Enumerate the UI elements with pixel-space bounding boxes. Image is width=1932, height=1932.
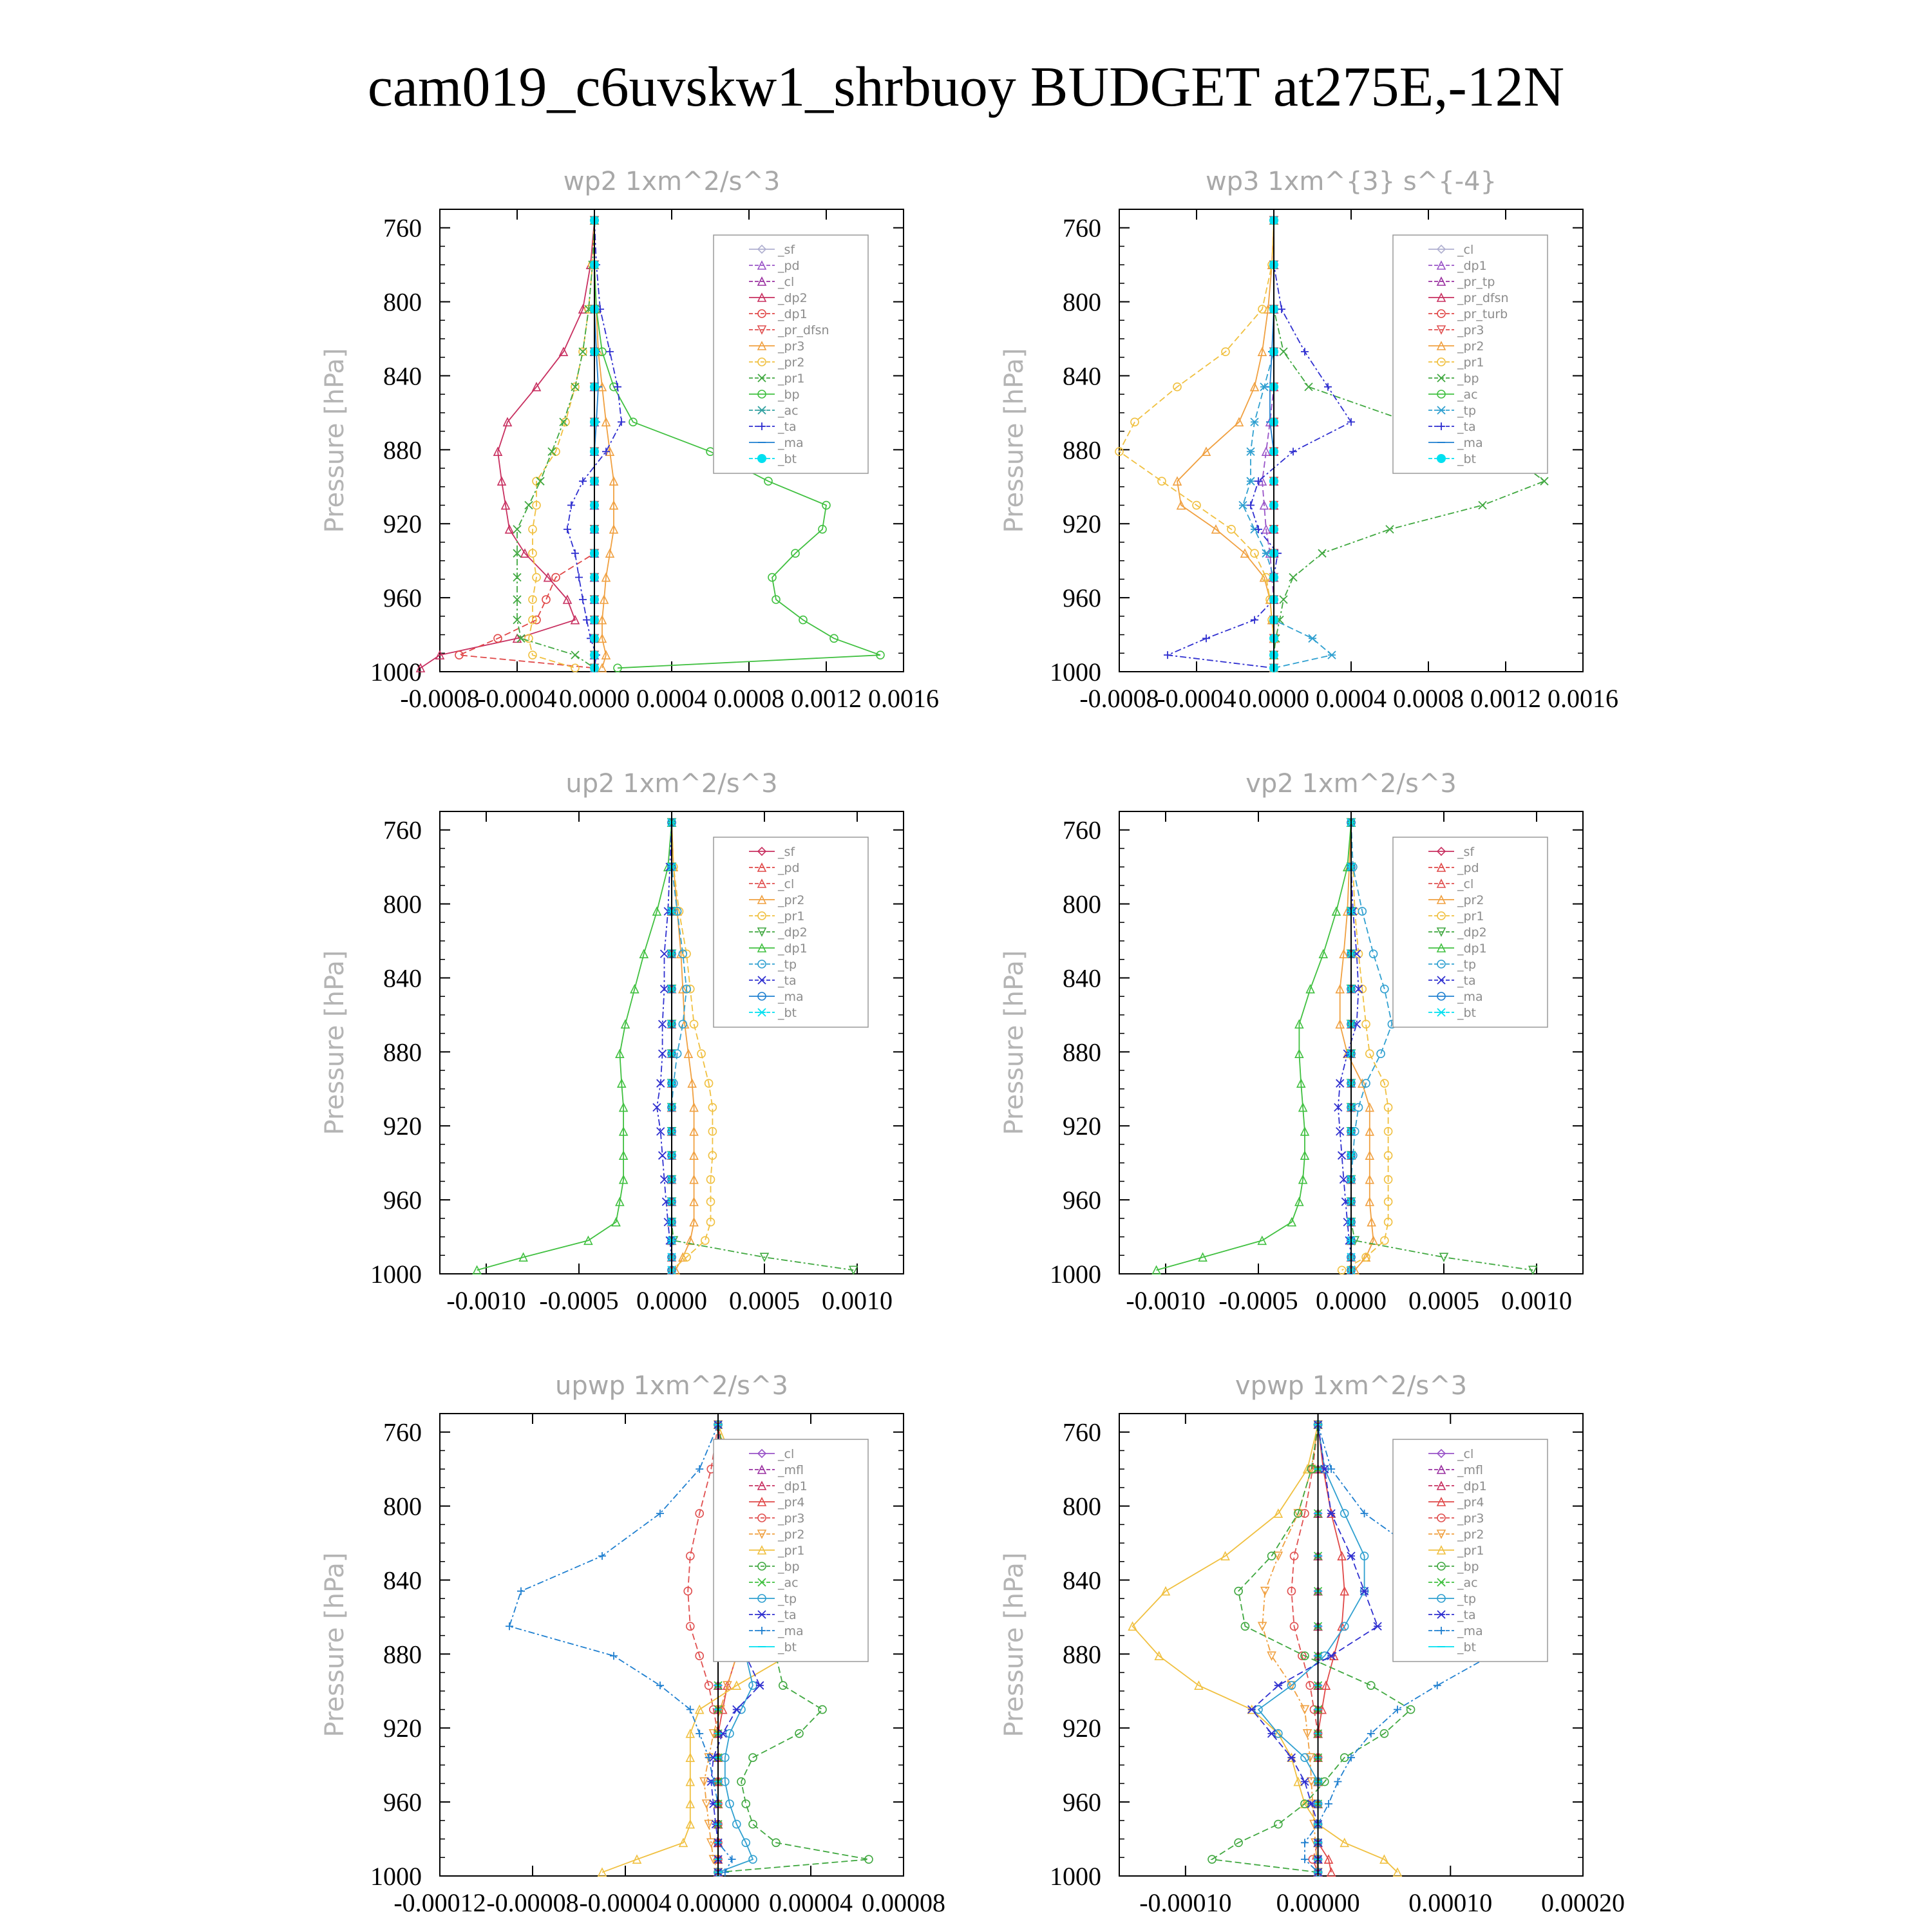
series-line [1177, 220, 1274, 668]
panel-title: vp2 1xm^2/s^3 [1245, 769, 1457, 799]
data-point [1280, 348, 1287, 355]
y-tick-label: 960 [383, 1186, 422, 1215]
x-tick-label: -0.00010 [1139, 1888, 1232, 1917]
legend-label: _ac [1457, 1576, 1478, 1590]
legend-label: _cl [1457, 243, 1474, 257]
legend-label: _pr_tp [1457, 275, 1495, 289]
y-tick-label: 760 [383, 815, 422, 845]
legend-label: _pr2 [778, 893, 805, 907]
y-tick-label: 880 [1063, 1037, 1101, 1067]
data-point [1274, 1681, 1282, 1689]
legend-label: _pr3 [778, 339, 805, 354]
data-point [1324, 383, 1332, 391]
y-tick-label: 800 [1063, 889, 1101, 919]
data-point [1278, 305, 1285, 313]
data-point [819, 1706, 826, 1714]
data-point [1301, 1855, 1309, 1863]
legend-label: _tp [1457, 1592, 1477, 1606]
y-tick-label: 920 [383, 1714, 422, 1743]
data-point [1268, 1652, 1276, 1660]
y-tick-label: 800 [383, 889, 422, 919]
legend-label: _dp1 [778, 942, 808, 956]
legend-label: _ac [778, 404, 799, 418]
legend-label: _bt [778, 1006, 797, 1020]
legend-label: _pr4 [1457, 1495, 1484, 1510]
x-tick-label: 0.0016 [1548, 684, 1618, 713]
data-point [567, 502, 575, 509]
data-point [1274, 1821, 1282, 1828]
legend-label: _ta [1457, 1608, 1476, 1622]
legend-label: _cl [778, 275, 795, 289]
y-tick-label: 880 [1063, 1640, 1101, 1669]
legend-label: _sf [778, 845, 795, 859]
y-tick-label: 1000 [370, 1260, 422, 1289]
y-tick-label: 800 [383, 1492, 422, 1521]
data-point [1327, 1465, 1335, 1473]
series-line [529, 220, 594, 668]
series-tp [1255, 1421, 1368, 1876]
legend-label: _sf [778, 243, 795, 257]
series-line [459, 220, 594, 668]
y-tick-label: 840 [383, 1566, 422, 1595]
data-point [1328, 651, 1336, 659]
legend-label: _pr2 [1457, 1528, 1484, 1542]
x-tick-label: -0.0005 [1218, 1286, 1298, 1315]
legend-label: _ac [778, 1576, 799, 1590]
x-tick-label: 0.0000 [1316, 1286, 1387, 1315]
legend-label: _ma [1457, 990, 1483, 1004]
data-point [1307, 1800, 1315, 1808]
series-tp [1239, 216, 1336, 672]
y-axis-label: Pressure [hPa] [320, 950, 350, 1135]
legend-label: _pr_turb [1457, 307, 1508, 321]
data-point [564, 526, 571, 533]
data-point [1255, 526, 1262, 533]
data-point [525, 502, 533, 509]
legend-label: _ta [1457, 974, 1476, 988]
y-tick-label: 960 [1063, 1788, 1101, 1817]
legend-label: _ac [1457, 388, 1478, 402]
y-tick-label: 760 [1063, 815, 1101, 845]
legend-label: _ta [778, 974, 797, 988]
data-point [1280, 596, 1287, 603]
legend-label: _dp2 [1457, 925, 1487, 940]
data-point [1268, 1730, 1276, 1738]
legend-label: _ma [778, 990, 804, 1004]
legend-label: _pr1 [778, 1544, 805, 1558]
series-ta [1248, 1421, 1381, 1876]
x-tick-label: 0.00000 [1276, 1888, 1360, 1917]
chart-panel-4 [999, 769, 1583, 1315]
data-point [1479, 502, 1486, 509]
y-tick-label: 920 [383, 1112, 422, 1141]
data-point [656, 1681, 664, 1689]
data-point [618, 418, 625, 426]
y-tick-label: 840 [1063, 963, 1101, 993]
data-point [1239, 502, 1247, 509]
panel-title: upwp 1xm^2/s^3 [555, 1371, 788, 1401]
legend-label: _cl [1457, 1447, 1474, 1461]
series-line [1157, 822, 1351, 1270]
data-point [1305, 383, 1312, 391]
data-point [1158, 477, 1166, 485]
panel-title: wp2 1xm^2/s^3 [563, 167, 781, 196]
legend-label: _pr_dfsn [778, 323, 829, 337]
legend-label: _pr2 [1457, 339, 1484, 354]
y-tick-label: 880 [383, 435, 422, 465]
legend-label: _cl [778, 877, 795, 891]
series-ta [1164, 216, 1355, 672]
legend-label: _bt [1457, 1640, 1477, 1654]
legend-label: _tp [1457, 958, 1477, 972]
data-point [1301, 1839, 1309, 1846]
series-dp1 [455, 216, 598, 672]
legend-label: _bt [778, 452, 797, 466]
legend-label: _bp [1457, 1560, 1479, 1574]
legend-label: _cl [1457, 877, 1474, 891]
x-tick-label: -0.0005 [539, 1286, 619, 1315]
data-point [1301, 1778, 1309, 1786]
y-tick-label: 960 [1063, 583, 1101, 613]
legend-label: _pr3 [1457, 1511, 1484, 1526]
data-point [1301, 348, 1309, 355]
series-line [1133, 1425, 1397, 1872]
y-tick-label: 840 [1063, 1566, 1101, 1595]
series-line [1351, 822, 1392, 1270]
x-tick-label: 0.00010 [1408, 1888, 1493, 1917]
legend-label: _pr1 [778, 909, 805, 923]
chart-panel-2 [999, 167, 1618, 713]
data-point [696, 1730, 703, 1738]
data-point [756, 1681, 764, 1689]
data-point [660, 950, 668, 958]
data-point [575, 574, 583, 582]
data-point [1202, 634, 1210, 642]
series-line [672, 822, 712, 1270]
x-tick-label: -0.00008 [486, 1888, 579, 1917]
y-tick-label: 840 [383, 361, 422, 391]
data-point [1262, 549, 1270, 557]
series-dp1 [1153, 819, 1355, 1274]
series-pr1 [513, 216, 598, 672]
x-tick-label: 0.0008 [714, 684, 784, 713]
x-tick-label: 0.0000 [636, 1286, 707, 1315]
legend-label: _tp [778, 1592, 797, 1606]
data-point [1289, 448, 1297, 455]
x-tick-label: 0.0010 [822, 1286, 893, 1315]
series-pr1 [1129, 1421, 1401, 1876]
data-point [721, 1868, 729, 1876]
legend-label: _pr3 [1457, 323, 1484, 337]
legend-label: _pd [778, 861, 800, 875]
data-point [701, 1236, 709, 1244]
chart-panel-6 [999, 1371, 1625, 1917]
legend-label: _pr3 [778, 1511, 805, 1526]
legend-label: _tp [778, 958, 797, 972]
x-tick-label: 0.0004 [1316, 684, 1387, 713]
x-tick-label: 0.0000 [1238, 684, 1309, 713]
legend-label: _bt [1457, 1006, 1477, 1020]
legend-label: _pd [1457, 861, 1479, 875]
y-axis-label: Pressure [hPa] [999, 1552, 1029, 1738]
x-tick-label: 0.00008 [862, 1888, 945, 1917]
series-line [1119, 220, 1274, 668]
series-dp1 [473, 819, 676, 1274]
x-tick-label: 0.00020 [1541, 1888, 1625, 1917]
x-tick-label: -0.0010 [446, 1286, 526, 1315]
x-tick-label: -0.00004 [579, 1888, 672, 1917]
y-tick-label: 800 [383, 287, 422, 317]
data-point [542, 596, 550, 603]
data-point [1251, 616, 1258, 624]
legend-label: _cl [778, 1447, 795, 1461]
series-line [477, 822, 672, 1270]
y-tick-label: 880 [383, 1640, 422, 1669]
legend-label: _dp1 [778, 307, 808, 321]
data-point [571, 651, 579, 659]
data-point [1347, 1552, 1355, 1560]
data-point [1325, 1800, 1332, 1808]
y-tick-label: 800 [1063, 1492, 1101, 1521]
legend-label: _dp1 [1457, 1479, 1487, 1493]
x-tick-label: -0.0004 [477, 684, 557, 713]
data-point [606, 348, 614, 355]
y-tick-label: 760 [1063, 1417, 1101, 1447]
legend-label: _sf [1457, 845, 1475, 859]
legend-label: _dp2 [778, 291, 808, 305]
legend-label: _bt [1457, 452, 1477, 466]
y-tick-label: 920 [1063, 509, 1101, 539]
data-point [749, 1821, 757, 1828]
legend-label: _tp [1457, 404, 1477, 418]
series-ma [506, 1421, 736, 1876]
legend-marker [1437, 454, 1446, 463]
legend-marker [757, 454, 766, 463]
data-point [583, 616, 591, 624]
panel-title: up2 1xm^2/s^3 [565, 769, 778, 799]
x-tick-label: -0.0008 [1079, 684, 1159, 713]
x-tick-label: 0.0010 [1501, 1286, 1572, 1315]
legend-label: _bt [778, 1640, 797, 1654]
x-tick-label: 0.0005 [1408, 1286, 1479, 1315]
data-point [579, 596, 587, 603]
legend-label: _dp1 [778, 1479, 808, 1493]
legend-label: _pr2 [778, 1528, 805, 1542]
y-tick-label: 880 [383, 1037, 422, 1067]
series-pr2 [1173, 216, 1278, 672]
x-tick-label: 0.0000 [559, 684, 630, 713]
data-point [1540, 477, 1548, 485]
data-point [1386, 526, 1394, 533]
chart-panel-1 [320, 167, 939, 713]
data-point [1355, 1104, 1363, 1112]
data-point [1434, 1681, 1441, 1689]
y-tick-label: 800 [1063, 287, 1101, 317]
x-tick-label: 0.0004 [636, 684, 707, 713]
legend-label: _bp [778, 1560, 800, 1574]
data-point [560, 418, 567, 426]
data-point [602, 448, 610, 455]
legend-label: _ma [1457, 1624, 1483, 1638]
y-tick-label: 760 [383, 1417, 422, 1447]
x-tick-label: -0.0010 [1126, 1286, 1206, 1315]
x-tick-label: -0.0004 [1157, 684, 1236, 713]
data-point [1287, 1754, 1295, 1761]
data-point [548, 448, 556, 455]
data-point [571, 549, 579, 557]
data-point [659, 1151, 667, 1159]
legend-label: _dp1 [1457, 942, 1487, 956]
data-point [506, 1622, 513, 1630]
y-axis-label: Pressure [hPa] [999, 348, 1029, 533]
legend-label: _pr4 [778, 1495, 805, 1510]
data-point [733, 1706, 741, 1714]
chart-panel-5 [320, 1371, 945, 1917]
y-tick-label: 840 [383, 963, 422, 993]
y-tick-label: 920 [1063, 1714, 1101, 1743]
x-tick-label: 0.00000 [676, 1888, 760, 1917]
panel-title: wp3 1xm^{3} s^{-4} [1205, 167, 1497, 196]
data-point [536, 477, 544, 485]
data-point [1370, 950, 1378, 958]
legend-label: _ma [1457, 436, 1483, 450]
data-point [1327, 1652, 1335, 1660]
y-axis-label: Pressure [hPa] [320, 1552, 350, 1738]
x-tick-label: 0.0012 [1470, 684, 1541, 713]
legend-label: _ta [778, 420, 797, 434]
x-tick-label: 0.0005 [729, 1286, 800, 1315]
panel-title: vpwp 1xm^2/s^3 [1235, 1371, 1468, 1401]
series-bp [1208, 1421, 1415, 1876]
data-point [1318, 549, 1326, 557]
x-tick-label: 0.0016 [868, 684, 939, 713]
legend-label: _mfl [778, 1463, 804, 1477]
y-tick-label: 960 [383, 1788, 422, 1817]
legend-label: _pr1 [1457, 909, 1484, 923]
y-axis-label: Pressure [hPa] [999, 950, 1029, 1135]
y-tick-label: 760 [1063, 213, 1101, 243]
legend-label: _ta [1457, 420, 1476, 434]
x-tick-label: -0.00012 [393, 1888, 486, 1917]
y-tick-label: 1000 [1050, 1260, 1101, 1289]
y-tick-label: 960 [383, 583, 422, 613]
x-tick-label: 0.0012 [791, 684, 862, 713]
y-tick-label: 920 [1063, 1112, 1101, 1141]
legend-label: _bp [778, 388, 800, 402]
chart-panel-3 [320, 769, 904, 1315]
legend-label: _pd [778, 259, 800, 273]
legend-label: _ma [778, 436, 804, 450]
y-tick-label: 1000 [1050, 1862, 1101, 1891]
series-line [421, 220, 594, 668]
data-point [1309, 634, 1316, 642]
x-tick-label: 0.00004 [769, 1888, 853, 1917]
data-point [1289, 574, 1297, 582]
legend-label: _pr2 [778, 355, 805, 370]
data-point [517, 1587, 525, 1595]
series-line [1168, 220, 1351, 668]
series-line [1243, 220, 1332, 668]
data-point [728, 1855, 736, 1863]
data-point [1367, 1681, 1375, 1689]
legend-label: _ma [778, 1624, 804, 1638]
legend-label: _mfl [1457, 1463, 1483, 1477]
legend-label: _pr2 [1457, 893, 1484, 907]
y-tick-label: 840 [1063, 361, 1101, 391]
figure-title: cam019_c6uvskw1_shrbuoy BUDGET at275E,-12N [367, 56, 1565, 118]
y-tick-label: 1000 [370, 658, 422, 687]
data-point [1164, 651, 1171, 659]
y-axis-label: Pressure [hPa] [320, 348, 350, 533]
legend-label: _bp [1457, 372, 1479, 386]
x-tick-label: -0.0008 [400, 684, 480, 713]
y-tick-label: 880 [1063, 435, 1101, 465]
legend-label: _dp2 [778, 925, 808, 940]
legend-label: _pr1 [778, 372, 805, 386]
legend-label: _dp1 [1457, 259, 1487, 273]
data-point [696, 1465, 703, 1473]
data-point [1334, 1778, 1341, 1786]
data-point [1347, 418, 1355, 426]
x-tick-label: 0.0008 [1393, 684, 1464, 713]
series-dp2 [417, 216, 598, 672]
y-tick-label: 760 [383, 213, 422, 243]
data-point [1248, 1706, 1256, 1714]
y-tick-label: 920 [383, 509, 422, 539]
data-point [1247, 502, 1255, 509]
y-tick-label: 1000 [370, 1862, 422, 1891]
data-point [610, 1652, 618, 1660]
y-tick-label: 1000 [1050, 658, 1101, 687]
data-point [1374, 1622, 1381, 1630]
y-tick-label: 960 [1063, 1186, 1101, 1215]
data-point [571, 664, 579, 672]
legend-label: _ta [778, 1608, 797, 1622]
legend-label: _pr1 [1457, 1544, 1484, 1558]
data-point [598, 1552, 606, 1560]
series-pr1 [1115, 216, 1278, 672]
legend-label: _pr1 [1457, 355, 1484, 370]
legend-label: _pr_dfsn [1457, 291, 1509, 305]
series-line [509, 1425, 732, 1872]
